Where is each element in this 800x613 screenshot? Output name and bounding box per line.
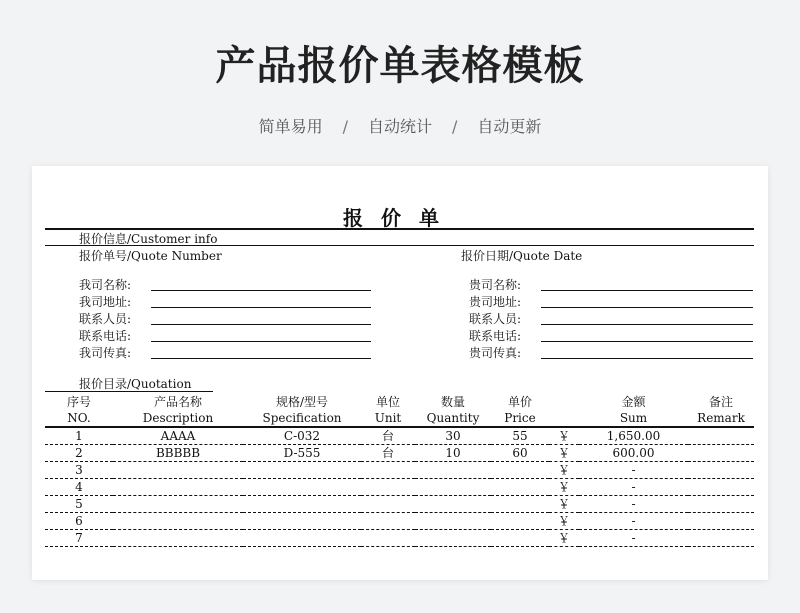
feature-tags bbox=[0, 114, 800, 137]
their-name-field[interactable] bbox=[541, 290, 753, 291]
cell-no[interactable]: 2 bbox=[45, 445, 113, 462]
cell-currency: ￥ bbox=[549, 496, 579, 513]
cell-unit[interactable] bbox=[361, 462, 415, 479]
tag-separator: / bbox=[342, 117, 348, 136]
cell-price[interactable] bbox=[491, 462, 549, 479]
list-section-label: 报价目录/Quotation bbox=[79, 377, 192, 391]
their-contact-field[interactable] bbox=[541, 324, 753, 325]
our-phone-field[interactable] bbox=[151, 341, 371, 342]
cell-no[interactable]: 4 bbox=[45, 479, 113, 496]
col-sum-en: Sum bbox=[579, 410, 688, 427]
cell-qty[interactable]: 30 bbox=[415, 427, 491, 445]
our-contact-label: 联系人员: bbox=[79, 312, 132, 326]
cell-unit[interactable] bbox=[361, 479, 415, 496]
cell-currency: ￥ bbox=[549, 445, 579, 462]
cell-desc[interactable] bbox=[113, 496, 243, 513]
cell-spec[interactable] bbox=[243, 496, 361, 513]
cell-unit[interactable]: 台 bbox=[361, 445, 415, 462]
col-sum-cn: 金额 bbox=[621, 395, 646, 409]
cell-qty[interactable] bbox=[415, 479, 491, 496]
cell-price[interactable] bbox=[491, 479, 549, 496]
table-row bbox=[45, 513, 754, 530]
col-cur-cn bbox=[549, 394, 579, 410]
col-qty-en: Quantity bbox=[415, 410, 491, 427]
cell-remark[interactable] bbox=[688, 530, 754, 547]
their-address-label: 贵司地址: bbox=[469, 295, 522, 309]
col-unit-cn: 单位 bbox=[375, 395, 400, 409]
table-row bbox=[45, 427, 754, 445]
col-price-en: Price bbox=[491, 410, 549, 427]
cell-unit[interactable] bbox=[361, 513, 415, 530]
list-underline bbox=[45, 391, 213, 392]
our-name-label: 我司名称: bbox=[79, 278, 132, 292]
col-spec-cn: 规格/型号 bbox=[275, 395, 329, 409]
table-row bbox=[45, 479, 754, 496]
cell-spec[interactable] bbox=[243, 462, 361, 479]
cell-qty[interactable]: 10 bbox=[415, 445, 491, 462]
cell-currency: ￥ bbox=[549, 462, 579, 479]
cell-qty[interactable] bbox=[415, 462, 491, 479]
tag-separator: / bbox=[452, 117, 458, 136]
table-row bbox=[45, 496, 754, 513]
info-rule bbox=[45, 245, 754, 246]
cell-sum: - bbox=[579, 530, 688, 547]
our-fax-field[interactable] bbox=[151, 358, 371, 359]
table-row bbox=[45, 445, 754, 462]
col-no-cn: 序号 bbox=[66, 395, 91, 409]
col-no-en: NO. bbox=[45, 410, 113, 427]
header-row-en bbox=[45, 410, 754, 427]
their-phone-field[interactable] bbox=[541, 341, 753, 342]
our-address-field[interactable] bbox=[151, 307, 371, 308]
cell-qty[interactable] bbox=[415, 530, 491, 547]
col-remark-cn: 备注 bbox=[708, 395, 733, 409]
cell-currency: ￥ bbox=[549, 530, 579, 547]
col-desc-cn: 产品名称 bbox=[153, 395, 202, 409]
cell-desc[interactable] bbox=[113, 462, 243, 479]
cell-no[interactable]: 1 bbox=[45, 427, 113, 445]
header-row-cn bbox=[45, 394, 754, 410]
our-name-field[interactable] bbox=[151, 290, 371, 291]
cell-spec[interactable] bbox=[243, 513, 361, 530]
cell-remark[interactable] bbox=[688, 496, 754, 513]
cell-unit[interactable] bbox=[361, 496, 415, 513]
their-fax-label: 贵司传真: bbox=[469, 346, 522, 360]
doc-title: 报价单 bbox=[343, 206, 457, 230]
cell-desc[interactable] bbox=[113, 530, 243, 547]
cell-desc[interactable] bbox=[113, 513, 243, 530]
cell-currency: ￥ bbox=[549, 513, 579, 530]
tag-auto-update: 自动更新 bbox=[477, 117, 542, 136]
cell-price[interactable] bbox=[491, 513, 549, 530]
cell-spec[interactable] bbox=[243, 530, 361, 547]
info-section-label: 报价信息/Customer info bbox=[79, 232, 218, 246]
quote-date-label: 报价日期/Quote Date bbox=[461, 249, 583, 263]
tag-auto-stat: 自动统计 bbox=[367, 117, 432, 136]
cell-sum: - bbox=[579, 462, 688, 479]
table-row bbox=[45, 462, 754, 479]
cell-sum: 1,650.00 bbox=[579, 427, 688, 445]
tag-easy: 简单易用 bbox=[258, 117, 323, 136]
cell-no[interactable]: 3 bbox=[45, 462, 113, 479]
cell-unit[interactable]: 台 bbox=[361, 427, 415, 445]
cell-price[interactable] bbox=[491, 530, 549, 547]
cell-spec[interactable]: D-555 bbox=[243, 445, 361, 462]
cell-remark[interactable] bbox=[688, 513, 754, 530]
table-row bbox=[45, 530, 754, 547]
cell-no[interactable]: 6 bbox=[45, 513, 113, 530]
cell-spec[interactable] bbox=[243, 479, 361, 496]
cell-sum: - bbox=[579, 479, 688, 496]
cell-spec[interactable]: C-032 bbox=[243, 427, 361, 445]
title-rule bbox=[45, 228, 754, 230]
cell-currency: ￥ bbox=[549, 427, 579, 445]
quotation-table bbox=[45, 394, 754, 547]
cell-qty[interactable] bbox=[415, 513, 491, 530]
cell-price[interactable]: 55 bbox=[491, 427, 549, 445]
quote-sheet bbox=[32, 166, 768, 580]
cell-remark[interactable] bbox=[688, 445, 754, 462]
cell-currency: ￥ bbox=[549, 479, 579, 496]
col-price-cn: 单价 bbox=[507, 395, 532, 409]
page-title: 产品报价单表格模板 bbox=[215, 43, 585, 89]
col-qty-cn: 数量 bbox=[440, 395, 465, 409]
cell-unit[interactable] bbox=[361, 530, 415, 547]
our-fax-label: 我司传真: bbox=[79, 346, 132, 360]
their-address-field[interactable] bbox=[541, 307, 753, 308]
cell-price[interactable]: 60 bbox=[491, 445, 549, 462]
quote-number-label: 报价单号/Quote Number bbox=[79, 249, 222, 263]
our-phone-label: 联系电话: bbox=[79, 329, 132, 343]
their-contact-label: 联系人员: bbox=[469, 312, 522, 326]
their-phone-label: 联系电话: bbox=[469, 329, 522, 343]
our-address-label: 我司地址: bbox=[79, 295, 132, 309]
cell-desc[interactable]: BBBBB bbox=[113, 445, 243, 462]
cell-qty[interactable] bbox=[415, 496, 491, 513]
col-cur-en bbox=[549, 410, 579, 427]
cell-remark[interactable] bbox=[688, 479, 754, 496]
cell-no[interactable]: 7 bbox=[45, 530, 113, 547]
col-unit-en: Unit bbox=[361, 410, 415, 427]
cell-sum: - bbox=[579, 496, 688, 513]
cell-remark[interactable] bbox=[688, 462, 754, 479]
col-desc-en: Description bbox=[113, 410, 243, 427]
col-spec-en: Specification bbox=[243, 410, 361, 427]
cell-sum: 600.00 bbox=[579, 445, 688, 462]
their-fax-field[interactable] bbox=[541, 358, 753, 359]
cell-no[interactable]: 5 bbox=[45, 496, 113, 513]
cell-price[interactable] bbox=[491, 496, 549, 513]
their-name-label: 贵司名称: bbox=[469, 278, 522, 292]
cell-desc[interactable] bbox=[113, 479, 243, 496]
col-remark-en: Remark bbox=[688, 410, 754, 427]
cell-remark[interactable] bbox=[688, 427, 754, 445]
cell-desc[interactable]: AAAA bbox=[113, 427, 243, 445]
cell-sum: - bbox=[579, 513, 688, 530]
our-contact-field[interactable] bbox=[151, 324, 371, 325]
